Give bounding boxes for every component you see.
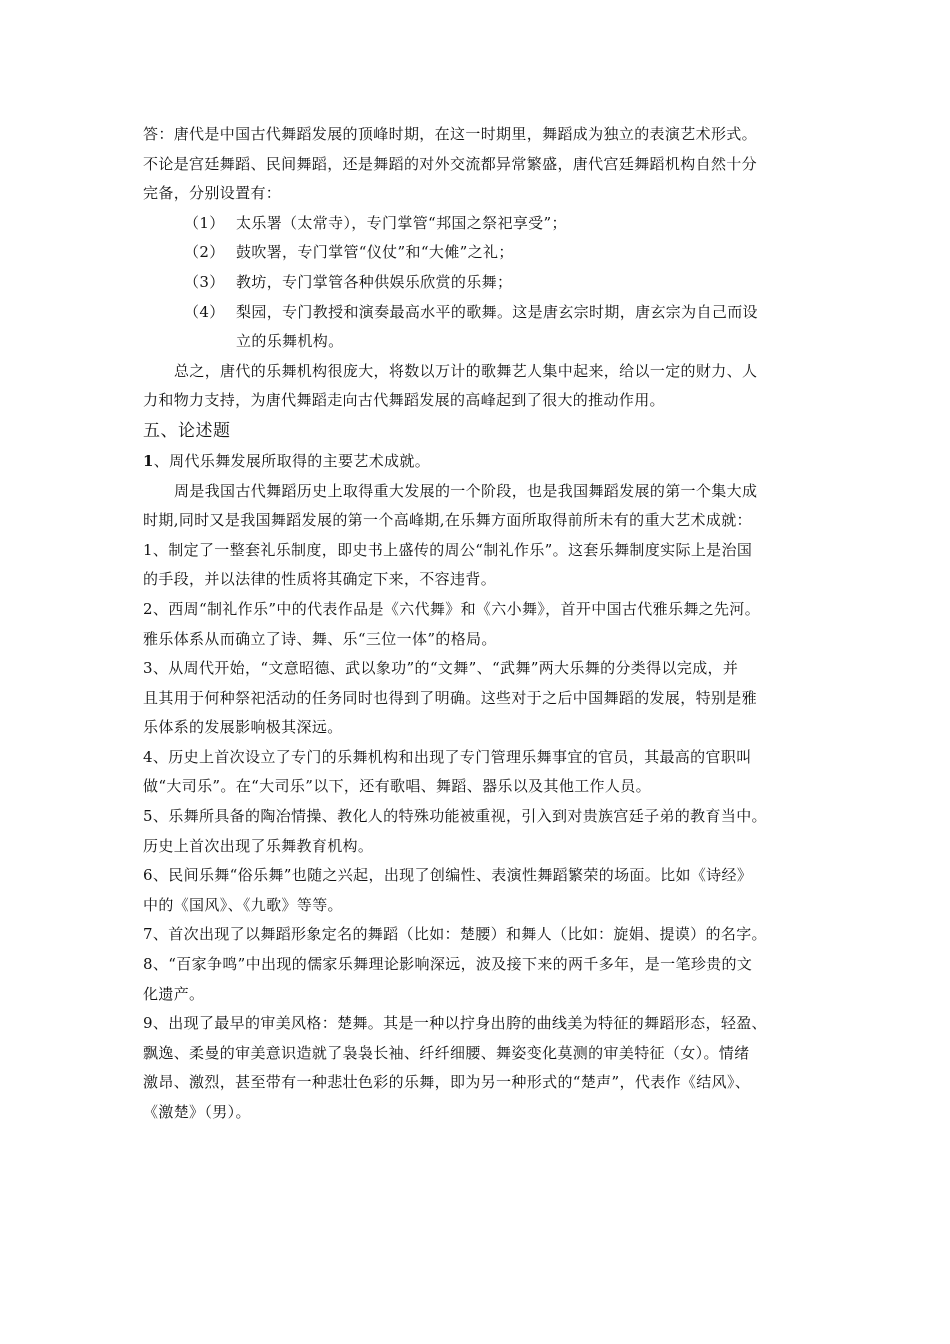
intro-line: 周是我国古代舞蹈历史上取得重大发展的一个阶段，也是我国舞蹈发展的第一个集大成 <box>174 481 758 500</box>
summary-line: 总之，唐代的乐舞机构很庞大，将数以万计的歌舞艺人集中起来，给以一定的财力、人 <box>174 361 758 380</box>
summary-line: 力和物力支持，为唐代舞蹈走向古代舞蹈发展的高峰起到了很大的推动作用。 <box>143 391 665 410</box>
list-item-number: （3） <box>184 272 225 291</box>
intro-line: 时期,同时又是我国舞蹈发展的第一个高峰期,在乐舞方面所取得前所未有的重大艺术成就： <box>143 511 752 530</box>
question-title <box>143 447 811 477</box>
list-item-text: 梨园，专门教授和演奏最高水平的歌舞。这是唐玄宗时期，唐玄宗为自己而设 <box>236 302 758 321</box>
point-line: 3、从周代开始，“文意昭德、武以象功”的“文舞”、“武舞”两大乐舞的分类得以完成，并 <box>143 659 739 678</box>
answer-line: 答：唐代是中国古代舞蹈发展的顶峰时期，在这一时期里，舞蹈成为独立的表演艺术形式。 <box>143 125 758 143</box>
answer-line: 完备，分别设置有： <box>143 184 282 203</box>
point-line: 雅乐体系从而确立了诗、舞、乐“三位一体”的格局。 <box>143 629 497 648</box>
point-line: 中的《国风》、《九歌》等等。 <box>143 895 343 914</box>
list-item-number: （4） <box>184 302 225 321</box>
point-line: 乐体系的发展影响极其深远。 <box>143 718 343 737</box>
point-line: 且其用于何种祭祀活动的任务同时也得到了明确。这些对于之后中国舞蹈的发展，特别是雅 <box>143 688 758 707</box>
point-line: 激昂、激烈，甚至带有一种悲壮色彩的乐舞，即为另一种形式的“楚声”，代表作《结风》、 <box>143 1073 751 1092</box>
point-line: 化遗产。 <box>143 984 205 1003</box>
list-item-number: （1） <box>184 213 225 232</box>
list-item-text: 太乐署（太常寺），专门掌管“邦国之祭祀享受”； <box>236 213 567 232</box>
list-item-continuation: 立的乐舞机构。 <box>236 332 344 351</box>
point-line: 4、历史上首次设立了专门的乐舞机构和出现了专门管理乐舞事宜的官员，其最高的官职叫 <box>143 747 752 766</box>
question-text: 、周代乐舞发展所取得的主要艺术成就。 <box>153 451 431 470</box>
list-item-text: 鼓吹署，专门掌管“仪仗”和“大傩”之礼； <box>236 243 514 262</box>
list-item-text: 教坊，专门掌管各种供娱乐欣赏的乐舞； <box>236 272 513 291</box>
list-item-number: （2） <box>184 243 225 262</box>
list-item <box>143 238 811 268</box>
point-line: 《激楚》（男）。 <box>143 1103 251 1121</box>
question-number: 1 <box>143 451 154 470</box>
list-item <box>143 268 811 298</box>
list-item <box>143 298 811 328</box>
point-line: 8、“百家争鸣”中出现的儒家乐舞理论影响深远，波及接下来的两千多年，是一笔珍贵的文 <box>143 955 753 974</box>
section-title: 五、论述题 <box>143 420 231 441</box>
point-line: 1、制定了一整套礼乐制度，即史书上盛传的周公“制礼作乐”。这套乐舞制度实际上是治国 <box>143 540 753 559</box>
point-line: 6、民间乐舞“俗乐舞”也随之兴起，出现了创编性、表演性舞蹈繁荣的场面。比如《诗经》 <box>143 866 753 885</box>
point-line: 飘逸、柔曼的审美意识造就了袅袅长袖、纤纤细腰、舞姿变化莫测的审美特征（女）。情绪 <box>143 1043 750 1062</box>
point-line: 7、首次出现了以舞蹈形象定名的舞蹈（比如：楚腰）和舞人（比如：旋娟、提谟）的名字。 <box>143 925 767 944</box>
point-line: 2、西周“制礼作乐”中的代表作品是《六代舞》和《六小舞》，首开中国古代雅乐舞之先河。 <box>143 599 761 618</box>
point-line: 的手段，并以法律的性质将其确定下来，不容违背。 <box>143 570 497 589</box>
point-line: 历史上首次出现了乐舞教育机构。 <box>143 836 374 855</box>
answer-line: 不论是宫廷舞蹈、民间舞蹈，还是舞蹈的对外交流都异常繁盛，唐代宫廷舞蹈机构自然十分 <box>143 154 758 173</box>
point-line: 做“大司乐”。在“大司乐”以下，还有歌唱、舞蹈、器乐以及其他工作人员。 <box>143 777 651 796</box>
point-line: 9、出现了最早的审美风格：楚舞。其是一种以拧身出胯的曲线美为特征的舞蹈形态，轻盈、 <box>143 1014 767 1033</box>
document-page <box>143 120 811 1128</box>
point-line: 5、乐舞所具备的陶冶情操、教化人的特殊功能被重视，引入到对贵族宫廷子弟的教育当中。 <box>143 807 767 826</box>
list-item <box>143 209 811 239</box>
